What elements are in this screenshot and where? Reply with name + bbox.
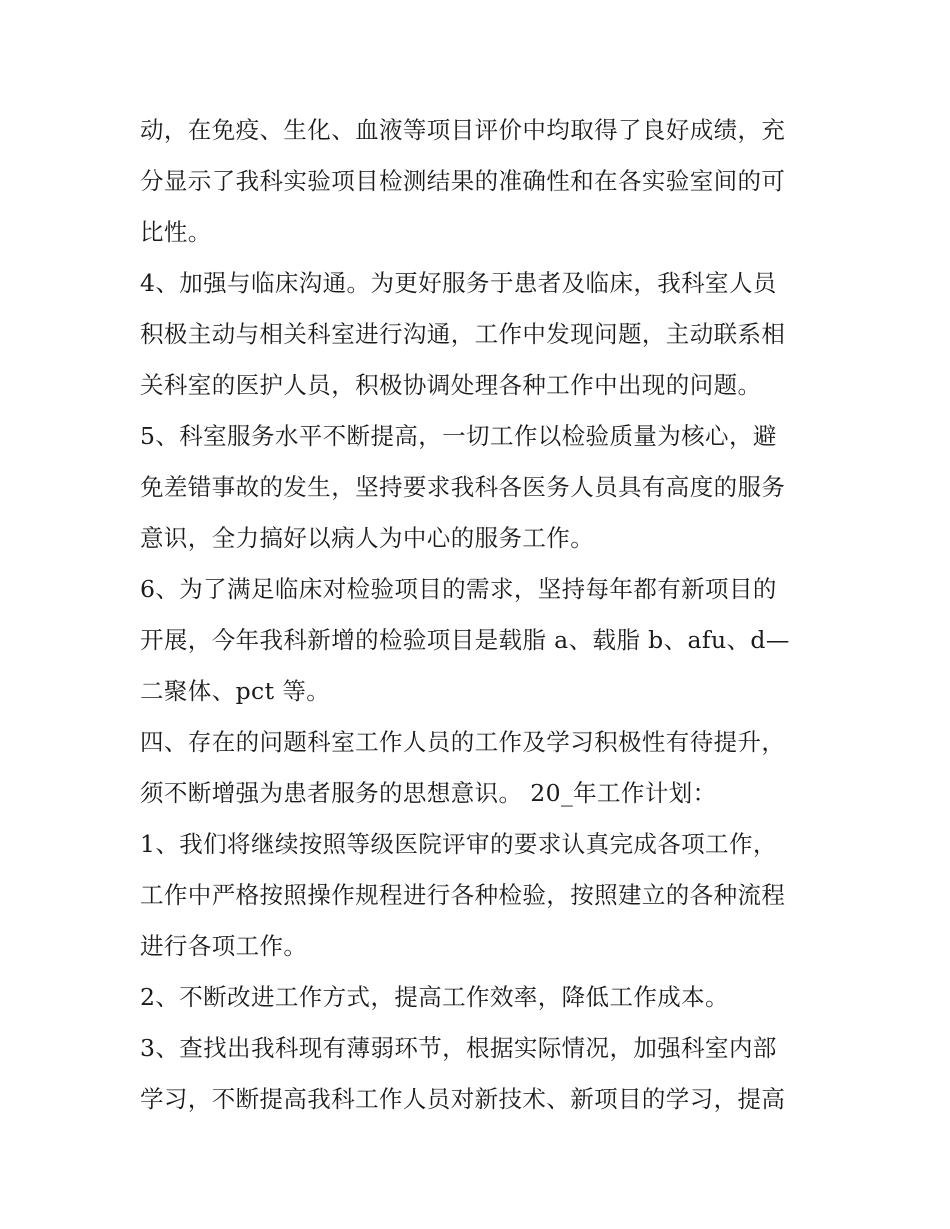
text-line: 免差错事故的发生，坚持要求我科各医务人员具有高度的服务 — [140, 473, 786, 501]
text-line: 工作中严格按照操作规程进行各种检验，按照建立的各种流程 — [140, 881, 786, 909]
text-line: 分显示了我科实验项目检测结果的准确性和在各实验室间的可 — [140, 167, 786, 195]
text-line: 二聚体、pct 等。 — [140, 677, 331, 705]
text-line: 4、加强与临床沟通。为更好服务于患者及临床，我科室人员 — [140, 269, 777, 297]
text-line: 意识，全力搞好以病人为中心的服务工作。 — [140, 524, 595, 552]
text-line: 6、为了满足临床对检验项目的需求，坚持每年都有新项目的 — [140, 575, 777, 603]
text-line: 学习，不断提高我科工作人员对新技术、新项目的学习，提高 — [140, 1085, 786, 1113]
document-body — [140, 105, 820, 1125]
text-line: 3、查找出我科现有薄弱环节，根据实际情况，加强科室内部 — [140, 1034, 777, 1062]
text-line: 比性。 — [140, 218, 212, 246]
text-line: 开展，今年我科新增的检验项目是载脂 a、载脂 b、afu、d— — [140, 626, 790, 654]
text-line: 2、不断改进工作方式，提高工作效率，降低工作成本。 — [140, 983, 729, 1011]
text-line: 积极主动与相关科室进行沟通，工作中发现问题，主动联系相 — [140, 320, 786, 348]
text-line: 1、我们将继续按照等级医院评审的要求认真完成各项工作， — [140, 830, 777, 858]
text-line: 关科室的医护人员，积极协调处理各种工作中出现的问题。 — [140, 371, 762, 399]
text-line: 进行各项工作。 — [140, 932, 308, 960]
text-line: 须不断增强为患者服务的思想意识。 20_年工作计划： — [140, 779, 717, 807]
text-line: 动，在免疫、生化、血液等项目评价中均取得了良好成绩，充 — [140, 116, 786, 144]
text-line: 四、存在的问题科室工作人员的工作及学习积极性有待提升， — [140, 728, 786, 756]
text-line: 5、科室服务水平不断提高，一切工作以检验质量为核心，避 — [140, 422, 777, 450]
